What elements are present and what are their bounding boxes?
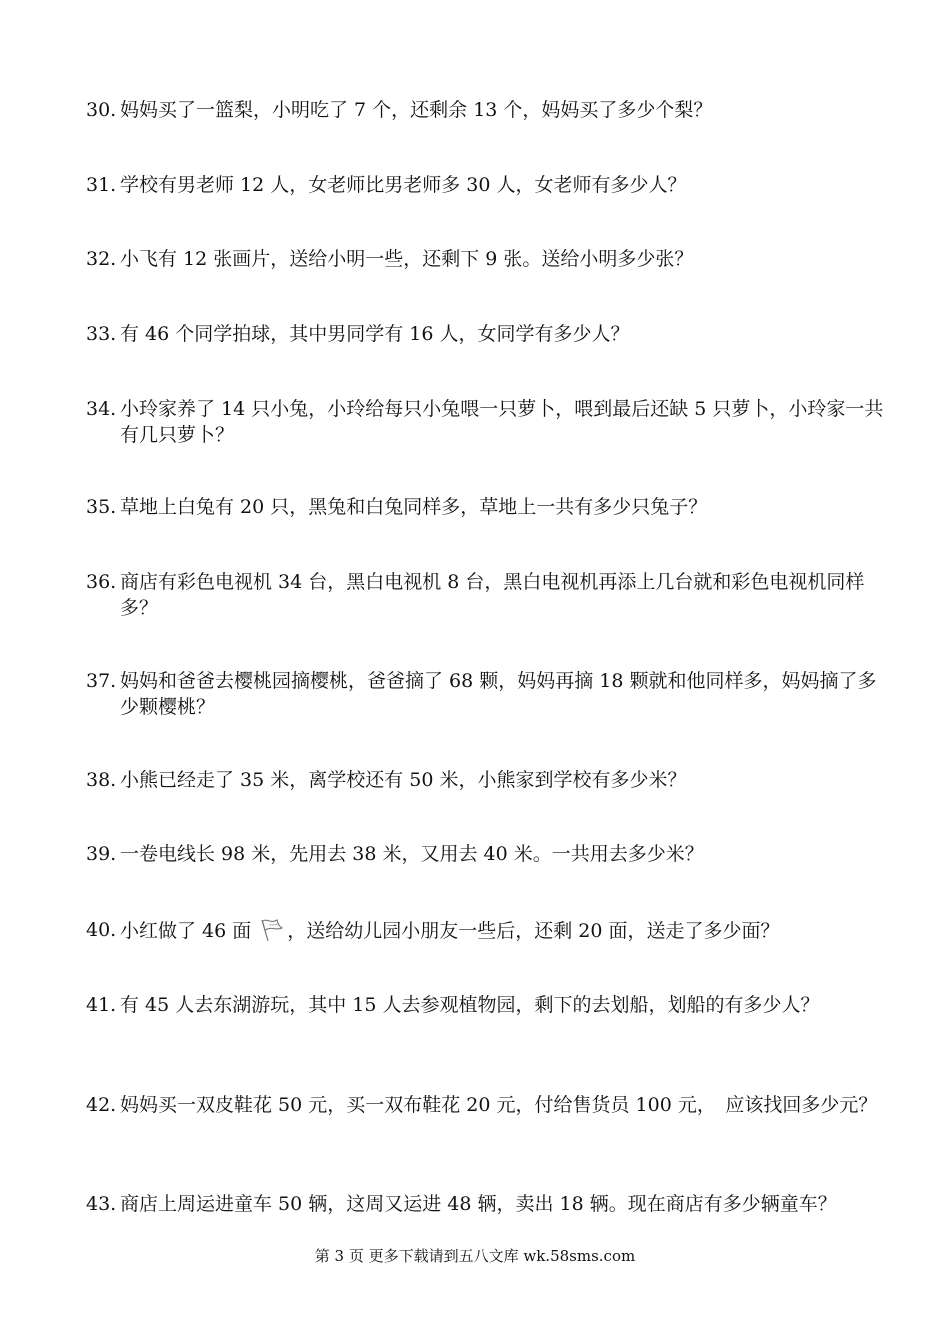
- problem-number: 30.: [86, 99, 117, 121]
- problem-39: [86, 841, 886, 867]
- problem-text: 有 46 个同学拍球，其中男同学有 16 人，女同学有多少人？: [120, 323, 630, 345]
- problem-text: 草地上白兔有 20 只，黑兔和白兔同样多，草地上一共有多少只兔子？: [120, 496, 708, 518]
- problem-number: 31.: [86, 174, 117, 196]
- problem-number: 35.: [86, 496, 117, 518]
- problem-number: 38.: [86, 769, 117, 791]
- problem-text: 小熊已经走了 35 米，离学校还有 50 米，小熊家到学校有多少米？: [120, 769, 687, 791]
- problem-number: 41.: [86, 994, 117, 1016]
- problem-number: 43.: [86, 1193, 117, 1215]
- problem-text: 小玲家养了 14 只小兔，小玲给每只小兔喂一只萝卜，喂到最后还缺 5 只萝卜，小玲家一共有几只萝卜？: [120, 398, 884, 446]
- problem-30: [86, 97, 886, 123]
- problem-number: 34.: [86, 398, 117, 420]
- problem-36: [86, 569, 886, 621]
- flag-icon: [257, 917, 285, 943]
- problem-31: [86, 172, 886, 198]
- problem-text: 学校有男老师 12 人，女老师比男老师多 30 人，女老师有多少人？: [120, 174, 687, 196]
- problem-43: [86, 1191, 886, 1217]
- problem-32: [86, 246, 886, 272]
- problem-text: 小飞有 12 张画片，送给小明一些，还剩下 9 张。送给小明多少张？: [120, 248, 694, 270]
- page-footer: 第 3 页 更多下载请到五八文库 wk.58sms.com: [314, 1247, 636, 1265]
- problem-41: [86, 992, 886, 1018]
- problem-text-before: 小红做了 46 面: [120, 920, 252, 942]
- problem-42: [86, 1092, 886, 1118]
- problem-text: 商店有彩色电视机 34 台，黑白电视机 8 台，黑白电视机再添上几台就和彩色电视机同样多？: [120, 571, 865, 619]
- problem-40: [86, 917, 886, 944]
- problem-number: 32.: [86, 248, 117, 270]
- problem-number: 36.: [86, 571, 117, 593]
- problem-text: [120, 917, 886, 944]
- problem-text: 有 45 人去东湖游玩，其中 15 人去参观植物园，剩下的去划船，划船的有多少人？: [120, 994, 820, 1016]
- problem-35: [86, 494, 886, 520]
- problem-number: 37.: [86, 670, 117, 692]
- problem-34: [86, 396, 886, 448]
- problem-number: 40.: [86, 919, 117, 941]
- problem-number: 42.: [86, 1094, 117, 1116]
- problem-37: [86, 668, 886, 720]
- problem-text: 一卷电线长 98 米，先用去 38 米，又用去 40 米。一共用去多少米？: [120, 843, 704, 865]
- problem-text: 妈妈和爸爸去樱桃园摘樱桃，爸爸摘了 68 颗，妈妈再摘 18 颗就和他同样多，妈妈摘了多少颗樱桃？: [120, 670, 877, 718]
- problem-text: 商店上周运进童车 50 辆，这周又运进 48 辆，卖出 18 辆。现在商店有多少辆童车？: [120, 1193, 837, 1215]
- problem-33: [86, 321, 886, 347]
- problem-text: 妈妈买了一篮梨，小明吃了 7 个，还剩余 13 个，妈妈买了多少个梨？: [120, 99, 713, 121]
- problem-text-after: ，送给幼儿园小朋友一些后，还剩 20 面，送走了多少面？: [287, 920, 780, 942]
- problem-number: 39.: [86, 843, 117, 865]
- problem-text: 妈妈买一双皮鞋花 50 元，买一双布鞋花 20 元，付给售货员 100 元， 应该找回多少元？: [120, 1094, 878, 1116]
- problem-38: [86, 767, 886, 793]
- problem-number: 33.: [86, 323, 117, 345]
